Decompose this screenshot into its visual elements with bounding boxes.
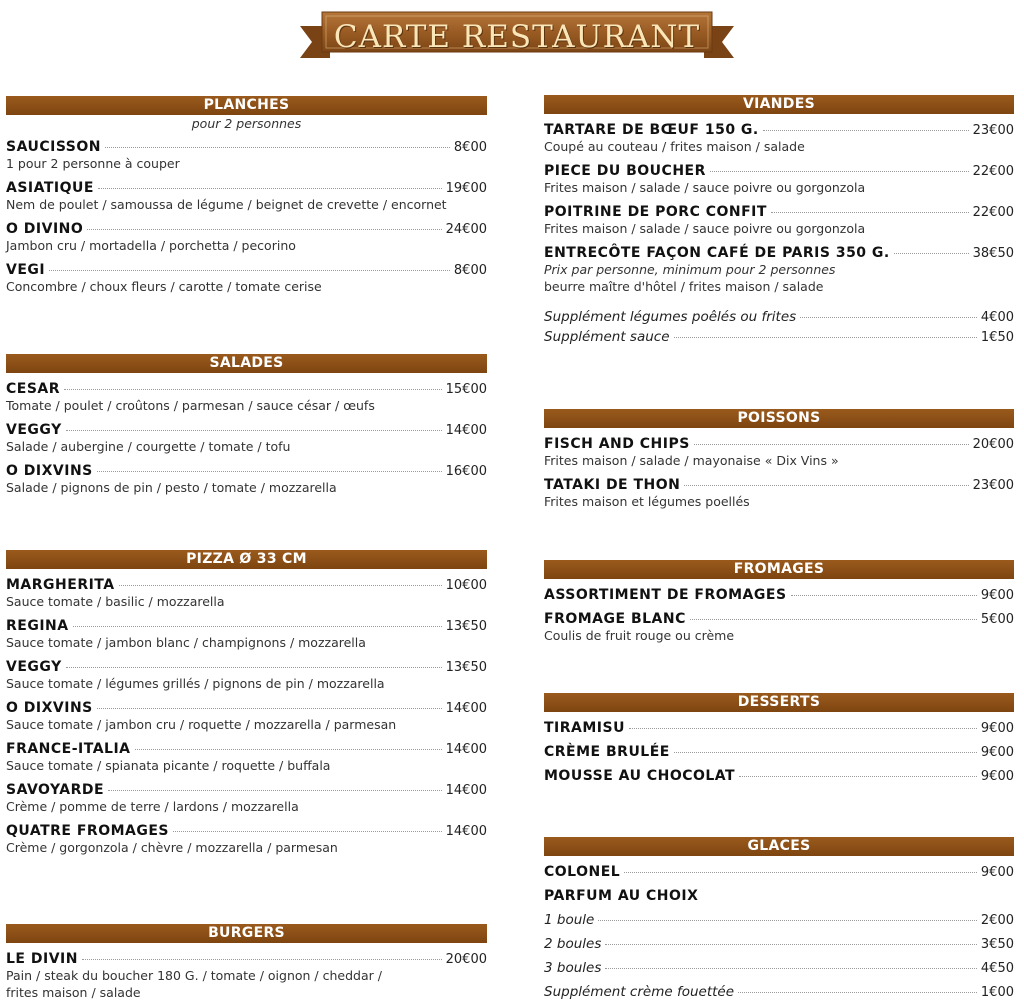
dot-leader <box>73 626 442 627</box>
item-row <box>544 309 1014 325</box>
item-price: 13€50 <box>445 619 487 634</box>
menu-item <box>6 381 487 414</box>
item-row <box>6 221 487 237</box>
menu-item <box>6 262 487 295</box>
dot-leader <box>173 831 442 832</box>
dot-leader <box>82 959 442 960</box>
item-row <box>544 864 1014 880</box>
dot-leader <box>108 790 442 791</box>
menu-item <box>544 245 1014 295</box>
section-glaces <box>544 837 1014 1000</box>
item-description: Crème / pomme de terre / lardons / mozzarella <box>6 799 299 814</box>
dot-leader <box>97 471 442 472</box>
menu-item <box>544 477 1014 510</box>
item-description: Concombre / choux fleurs / carotte / tomate cerise <box>6 279 322 294</box>
item-name: REGINA <box>6 618 69 634</box>
item-name: O DIVINO <box>6 221 84 237</box>
item-description: Salade / aubergine / courgette / tomate / tofu <box>6 439 291 454</box>
option-label: Supplément sauce <box>544 329 670 345</box>
item-name: VEGGY <box>6 659 62 675</box>
item-row <box>6 463 487 479</box>
item-name: CRÈME BRULÉE <box>544 744 670 760</box>
dot-leader <box>710 171 969 172</box>
menu-item <box>6 422 487 455</box>
item-row <box>544 122 1014 138</box>
item-price: 14€00 <box>445 423 487 438</box>
item-price: 19€00 <box>445 181 487 196</box>
item-price: 5€00 <box>980 612 1014 627</box>
item-name: VEGI <box>6 262 46 278</box>
dot-leader <box>629 728 977 729</box>
item-description: Crème / gorgonzola / chèvre / mozzarella / parmesan <box>6 840 338 855</box>
menu-option <box>544 329 1014 345</box>
section-desserts <box>544 693 1014 784</box>
item-price: 16€00 <box>445 464 487 479</box>
item-description: Sauce tomate / légumes grillés / pignons de pin / mozzarella <box>6 676 385 691</box>
menu-item <box>544 888 1014 904</box>
item-price: 15€00 <box>445 382 487 397</box>
item-row <box>544 587 1014 603</box>
dot-leader <box>598 920 977 921</box>
item-name: ASSORTIMENT DE FROMAGES <box>544 587 787 603</box>
item-description: Sauce tomate / jambon cru / roquette / mozzarella / parmesan <box>6 717 397 732</box>
item-name: SAVOYARDE <box>6 782 105 798</box>
menu-option <box>544 936 1014 952</box>
item-price: 22€00 <box>972 205 1014 220</box>
header-banner <box>300 10 734 60</box>
item-name: FRANCE-ITALIA <box>6 741 131 757</box>
menu-item <box>6 221 487 254</box>
menu-item <box>6 180 487 213</box>
item-name: LE DIVIN <box>6 951 78 967</box>
item-price: 14€00 <box>445 701 487 716</box>
item-description: Frites maison et légumes poellés <box>544 494 750 509</box>
item-price: 1€50 <box>980 330 1014 345</box>
menu-item <box>6 577 487 610</box>
menu-item <box>544 864 1014 880</box>
item-row <box>544 436 1014 452</box>
item-row <box>544 477 1014 493</box>
section-heading: PIZZA Ø 33 CM <box>6 550 487 569</box>
item-name: MARGHERITA <box>6 577 115 593</box>
option-label: 3 boules <box>544 960 602 976</box>
item-row <box>6 823 487 839</box>
item-price: 4€50 <box>980 961 1014 976</box>
menu-option <box>544 309 1014 325</box>
item-row <box>6 659 487 675</box>
item-row <box>544 912 1014 928</box>
dot-leader <box>135 749 442 750</box>
item-price: 8€00 <box>453 263 487 278</box>
section-heading: SALADES <box>6 354 487 373</box>
item-row <box>544 163 1014 179</box>
item-row <box>544 744 1014 760</box>
menu-option <box>544 984 1014 1000</box>
dot-leader <box>674 337 977 338</box>
menu-item <box>544 122 1014 155</box>
item-description: Frites maison / salade / sauce poivre ou gorgonzola <box>544 221 866 236</box>
item-description: Pain / steak du boucher 180 G. / tomate / oignon / cheddar / <box>6 968 382 983</box>
menu-item <box>6 741 487 774</box>
dot-leader <box>738 992 977 993</box>
item-row <box>6 577 487 593</box>
item-description: Tomate / poulet / croûtons / parmesan / sauce césar / œufs <box>6 398 375 413</box>
section-viandes <box>544 95 1014 345</box>
item-row <box>6 951 487 967</box>
item-price: 22€00 <box>972 164 1014 179</box>
menu-item <box>544 768 1014 784</box>
item-name: VEGGY <box>6 422 62 438</box>
item-description: Salade / pignons de pin / pesto / tomate / mozzarella <box>6 480 337 495</box>
section-subtitle: pour 2 personnes <box>191 116 302 131</box>
item-row <box>6 381 487 397</box>
item-name: TARTARE DE BŒUF 150 G. <box>544 122 759 138</box>
menu-item <box>6 463 487 496</box>
menu-item <box>6 823 487 856</box>
item-description: Coulis de fruit rouge ou crème <box>544 628 735 643</box>
item-name: TATAKI DE THON <box>544 477 681 493</box>
section-pizza <box>6 550 487 856</box>
dot-leader <box>763 130 969 131</box>
item-price: 4€00 <box>980 310 1014 325</box>
item-price: 13€50 <box>445 660 487 675</box>
menu-item <box>544 436 1014 469</box>
item-row <box>544 960 1014 976</box>
menu-item <box>544 587 1014 603</box>
item-description: Jambon cru / mortadella / porchetta / pecorino <box>6 238 296 253</box>
dot-leader <box>894 253 969 254</box>
option-label: 1 boule <box>544 912 595 928</box>
item-name: O DIXVINS <box>6 463 93 479</box>
section-heading: FROMAGES <box>544 560 1014 579</box>
item-row <box>6 782 487 798</box>
menu-item <box>6 659 487 692</box>
menu-item <box>6 139 487 172</box>
item-row <box>544 204 1014 220</box>
item-row <box>544 888 1014 904</box>
item-row <box>544 245 1014 261</box>
menu-option <box>544 912 1014 928</box>
dot-leader <box>739 776 977 777</box>
dot-leader <box>97 708 442 709</box>
section-poissons <box>544 409 1014 510</box>
item-price: 9€00 <box>980 745 1014 760</box>
item-row <box>6 262 487 278</box>
item-name: POITRINE DE PORC CONFIT <box>544 204 767 220</box>
menu-item <box>544 720 1014 736</box>
item-row <box>544 768 1014 784</box>
item-price: 9€00 <box>980 769 1014 784</box>
item-row <box>6 741 487 757</box>
item-name: O DIXVINS <box>6 700 93 716</box>
dot-leader <box>98 188 442 189</box>
item-price: 8€00 <box>453 140 487 155</box>
item-name: ENTRECÔTE FAÇON CAFÉ DE PARIS 350 G. <box>544 245 890 261</box>
item-price: 24€00 <box>445 222 487 237</box>
item-price: 9€00 <box>980 721 1014 736</box>
section-burgers <box>6 924 487 1001</box>
item-name: PIECE DU BOUCHER <box>544 163 706 179</box>
item-row <box>544 720 1014 736</box>
item-description: Sauce tomate / jambon blanc / champignons / mozzarella <box>6 635 366 650</box>
item-row <box>6 700 487 716</box>
item-price: 14€00 <box>445 824 487 839</box>
section-heading: BURGERS <box>6 924 487 943</box>
item-description: 1 pour 2 personne à couper <box>6 156 180 171</box>
page-title: CARTE RESTAURANT <box>333 19 701 55</box>
section-heading: GLACES <box>544 837 1014 856</box>
item-description: Nem de poulet / samoussa de légume / beignet de crevette / encornet <box>6 197 447 212</box>
item-price: 14€00 <box>445 742 487 757</box>
item-name: FROMAGE BLANC <box>544 611 686 627</box>
item-price: 20€00 <box>972 437 1014 452</box>
item-name: COLONEL <box>544 864 621 880</box>
item-description: Coupé au couteau / frites maison / salade <box>544 139 805 154</box>
dot-leader <box>674 752 977 753</box>
section-heading: PLANCHES <box>6 96 487 115</box>
dot-leader <box>605 968 977 969</box>
section-heading: VIANDES <box>544 95 1014 114</box>
section-salades <box>6 354 487 496</box>
item-price: 14€00 <box>445 783 487 798</box>
item-name: TIRAMISU <box>544 720 625 736</box>
item-name: CESAR <box>6 381 61 397</box>
section-fromages <box>544 560 1014 644</box>
item-row <box>6 139 487 155</box>
menu-option <box>544 960 1014 976</box>
dot-leader <box>66 667 442 668</box>
item-row <box>6 422 487 438</box>
item-description: Frites maison / salade / mayonaise « Dix Vins » <box>544 453 839 468</box>
item-note: Prix par personne, minimum pour 2 personnes <box>544 262 836 277</box>
item-price: 9€00 <box>980 588 1014 603</box>
item-price: 2€00 <box>980 913 1014 928</box>
item-price: 3€50 <box>980 937 1014 952</box>
item-price: 10€00 <box>445 578 487 593</box>
item-price: 20€00 <box>445 952 487 967</box>
item-description: Sauce tomate / spianata picante / roquette / buffala <box>6 758 331 773</box>
menu-item <box>544 204 1014 237</box>
menu-item <box>544 611 1014 644</box>
dot-leader <box>694 444 969 445</box>
item-name: MOUSSE AU CHOCOLAT <box>544 768 736 784</box>
dot-leader <box>605 944 977 945</box>
dot-leader <box>624 872 977 873</box>
menu-item <box>544 744 1014 760</box>
item-price: 23€00 <box>972 478 1014 493</box>
dot-leader <box>684 485 968 486</box>
dot-leader <box>771 212 969 213</box>
item-row <box>544 936 1014 952</box>
menu-item <box>544 163 1014 196</box>
item-row <box>544 984 1014 1000</box>
item-price: 23€00 <box>972 123 1014 138</box>
item-description: frites maison / salade <box>6 985 141 1000</box>
section-planches <box>6 96 487 295</box>
dot-leader <box>87 229 441 230</box>
item-row <box>6 618 487 634</box>
dot-leader <box>66 430 442 431</box>
dot-leader <box>49 270 450 271</box>
menu-item <box>6 700 487 733</box>
menu-item <box>6 618 487 651</box>
item-description: Sauce tomate / basilic / mozzarella <box>6 594 225 609</box>
item-description: beurre maître d'hôtel / frites maison / salade <box>544 279 824 294</box>
item-name: PARFUM AU CHOIX <box>544 888 699 904</box>
item-row <box>544 329 1014 345</box>
item-description: Frites maison / salade / sauce poivre ou gorgonzola <box>544 180 866 195</box>
option-label: Supplément légumes poêlés ou frites <box>544 309 797 325</box>
item-name: QUATRE FROMAGES <box>6 823 170 839</box>
section-heading: DESSERTS <box>544 693 1014 712</box>
item-row <box>6 180 487 196</box>
dot-leader <box>119 585 442 586</box>
item-row <box>544 611 1014 627</box>
menu-item <box>6 782 487 815</box>
option-label: Supplément crème fouettée <box>544 984 735 1000</box>
item-price: 9€00 <box>980 865 1014 880</box>
item-name: ASIATIQUE <box>6 180 94 196</box>
dot-leader <box>690 619 977 620</box>
dot-leader <box>791 595 977 596</box>
item-price: 38€50 <box>972 246 1014 261</box>
option-label: 2 boules <box>544 936 602 952</box>
item-name: SAUCISSON <box>6 139 101 155</box>
item-price: 1€00 <box>980 985 1014 1000</box>
dot-leader <box>800 317 977 318</box>
section-heading: POISSONS <box>544 409 1014 428</box>
dot-leader <box>105 147 450 148</box>
menu-item <box>6 951 487 1001</box>
dot-leader <box>64 389 442 390</box>
item-name: FISCH AND CHIPS <box>544 436 690 452</box>
